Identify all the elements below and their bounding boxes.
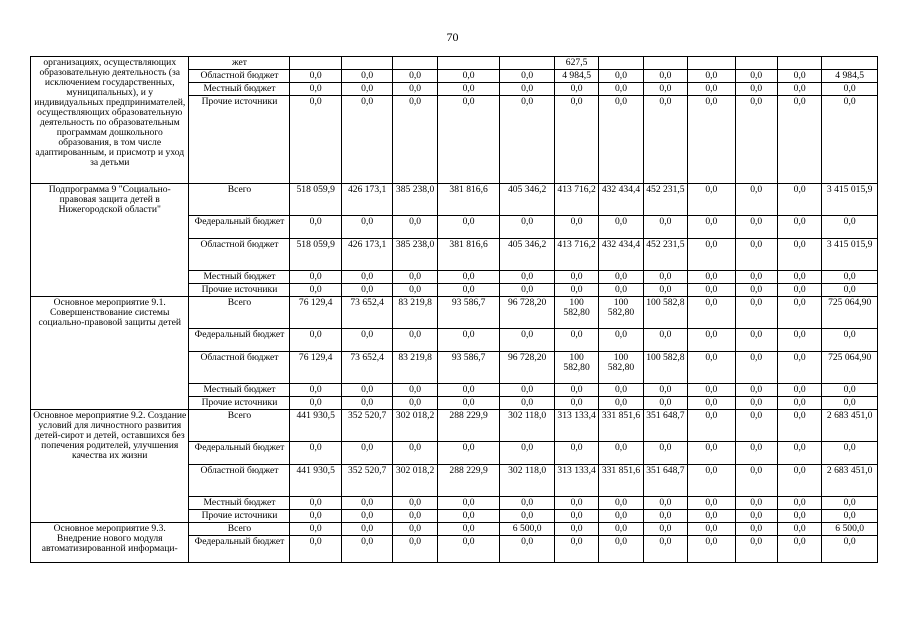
amount-cell: 0,0	[599, 70, 643, 83]
amount-cell: 0,0	[735, 297, 777, 329]
amount-cell: 0,0	[735, 536, 777, 563]
funding-source-cell: Всего	[189, 410, 290, 442]
amount-cell: 0,0	[290, 284, 341, 297]
amount-cell: 0,0	[341, 523, 392, 536]
amount-cell: 0,0	[500, 536, 555, 563]
amount-cell: 0,0	[500, 96, 555, 184]
amount-cell: 2 683 451,0	[822, 410, 878, 442]
amount-cell	[822, 57, 878, 70]
amount-cell: 0,0	[393, 96, 437, 184]
amount-cell: 725 064,90	[822, 297, 878, 329]
table-row	[31, 410, 878, 442]
amount-cell: 0,0	[735, 465, 777, 497]
amount-cell: 0,0	[393, 442, 437, 465]
amount-cell: 0,0	[822, 284, 878, 297]
amount-cell: 0,0	[822, 96, 878, 184]
amount-cell: 0,0	[393, 510, 437, 523]
amount-cell: 0,0	[437, 510, 500, 523]
amount-cell: 0,0	[437, 442, 500, 465]
amount-cell: 0,0	[599, 271, 643, 284]
funding-source-cell: Прочие источники	[189, 510, 290, 523]
amount-cell: 0,0	[554, 329, 598, 352]
amount-cell: 0,0	[777, 284, 821, 297]
amount-cell: 0,0	[437, 216, 500, 239]
amount-cell: 0,0	[688, 83, 735, 96]
amount-cell: 0,0	[777, 536, 821, 563]
amount-cell: 0,0	[554, 96, 598, 184]
measure-description-cell: Основное мероприятие 9.3. Внедрение нового модуля автоматизированной информаци-	[31, 523, 189, 563]
funding-source-cell: Областной бюджет	[189, 352, 290, 384]
amount-cell: 0,0	[554, 536, 598, 563]
amount-cell: 0,0	[643, 536, 687, 563]
amount-cell: 0,0	[777, 465, 821, 497]
amount-cell: 351 648,7	[643, 465, 687, 497]
amount-cell	[735, 57, 777, 70]
amount-cell: 3 415 015,9	[822, 239, 878, 271]
amount-cell: 0,0	[554, 523, 598, 536]
amount-cell: 0,0	[341, 329, 392, 352]
amount-cell: 0,0	[643, 96, 687, 184]
amount-cell: 381 816,6	[437, 184, 500, 216]
amount-cell: 426 173,1	[341, 239, 392, 271]
amount-cell: 0,0	[777, 442, 821, 465]
measure-description-cell: Основное мероприятие 9.1. Совершенствование системы социально-правовой защиты детей	[31, 297, 189, 410]
amount-cell: 0,0	[735, 70, 777, 83]
amount-cell: 0,0	[735, 284, 777, 297]
amount-cell: 96 728,20	[500, 352, 555, 384]
amount-cell: 0,0	[643, 442, 687, 465]
amount-cell: 3 415 015,9	[822, 184, 878, 216]
amount-cell: 302 118,0	[500, 465, 555, 497]
amount-cell: 405 346,2	[500, 184, 555, 216]
amount-cell	[393, 57, 437, 70]
amount-cell: 83 219,8	[393, 352, 437, 384]
amount-cell: 0,0	[735, 96, 777, 184]
amount-cell: 4 984,5	[822, 70, 878, 83]
amount-cell: 0,0	[822, 397, 878, 410]
amount-cell: 0,0	[822, 271, 878, 284]
amount-cell: 0,0	[393, 216, 437, 239]
amount-cell: 100 582,8	[643, 297, 687, 329]
amount-cell: 0,0	[290, 271, 341, 284]
amount-cell: 0,0	[393, 397, 437, 410]
amount-cell: 0,0	[290, 329, 341, 352]
amount-cell: 725 064,90	[822, 352, 878, 384]
amount-cell: 0,0	[341, 96, 392, 184]
amount-cell: 0,0	[554, 397, 598, 410]
amount-cell: 0,0	[500, 271, 555, 284]
amount-cell: 0,0	[688, 510, 735, 523]
amount-cell: 288 229,9	[437, 465, 500, 497]
amount-cell: 0,0	[500, 397, 555, 410]
amount-cell: 385 238,0	[393, 239, 437, 271]
amount-cell: 0,0	[554, 284, 598, 297]
amount-cell: 0,0	[777, 384, 821, 397]
amount-cell: 0,0	[290, 510, 341, 523]
amount-cell	[777, 57, 821, 70]
amount-cell: 0,0	[599, 497, 643, 510]
amount-cell: 0,0	[341, 510, 392, 523]
amount-cell: 0,0	[341, 83, 392, 96]
amount-cell: 302 118,0	[500, 410, 555, 442]
funding-source-cell: Прочие источники	[189, 284, 290, 297]
amount-cell: 0,0	[735, 523, 777, 536]
amount-cell: 0,0	[500, 83, 555, 96]
funding-source-cell: Прочие источники	[189, 96, 290, 184]
amount-cell: 0,0	[777, 523, 821, 536]
amount-cell: 385 238,0	[393, 184, 437, 216]
amount-cell: 0,0	[735, 352, 777, 384]
amount-cell: 0,0	[777, 271, 821, 284]
amount-cell	[688, 57, 735, 70]
amount-cell: 0,0	[735, 384, 777, 397]
amount-cell: 0,0	[290, 442, 341, 465]
amount-cell: 426 173,1	[341, 184, 392, 216]
amount-cell: 0,0	[688, 523, 735, 536]
amount-cell: 0,0	[599, 523, 643, 536]
amount-cell: 0,0	[393, 271, 437, 284]
table-row	[31, 523, 878, 536]
amount-cell: 0,0	[500, 284, 555, 297]
amount-cell: 0,0	[341, 216, 392, 239]
table-row	[31, 184, 878, 216]
funding-source-cell: Местный бюджет	[189, 497, 290, 510]
amount-cell: 0,0	[599, 442, 643, 465]
amount-cell: 0,0	[290, 70, 341, 83]
funding-source-cell: Прочие источники	[189, 397, 290, 410]
amount-cell: 0,0	[735, 329, 777, 352]
amount-cell: 76 129,4	[290, 297, 341, 329]
amount-cell: 302 018,2	[393, 410, 437, 442]
amount-cell: 0,0	[437, 271, 500, 284]
funding-source-cell: Всего	[189, 523, 290, 536]
amount-cell: 352 520,7	[341, 410, 392, 442]
amount-cell: 0,0	[643, 510, 687, 523]
amount-cell: 0,0	[341, 70, 392, 83]
amount-cell: 0,0	[437, 397, 500, 410]
amount-cell: 73 652,4	[341, 352, 392, 384]
amount-cell: 0,0	[341, 397, 392, 410]
amount-cell: 432 434,4	[599, 184, 643, 216]
amount-cell: 96 728,20	[500, 297, 555, 329]
amount-cell: 0,0	[290, 384, 341, 397]
amount-cell	[341, 57, 392, 70]
amount-cell: 0,0	[822, 216, 878, 239]
amount-cell: 0,0	[735, 410, 777, 442]
amount-cell: 0,0	[341, 536, 392, 563]
amount-cell: 0,0	[437, 523, 500, 536]
amount-cell: 0,0	[777, 352, 821, 384]
amount-cell: 0,0	[688, 536, 735, 563]
amount-cell: 0,0	[500, 442, 555, 465]
amount-cell: 0,0	[437, 70, 500, 83]
amount-cell: 0,0	[290, 397, 341, 410]
amount-cell: 0,0	[599, 536, 643, 563]
amount-cell: 313 133,4	[554, 410, 598, 442]
amount-cell: 627,5	[554, 57, 598, 70]
amount-cell: 0,0	[341, 497, 392, 510]
amount-cell: 0,0	[599, 216, 643, 239]
amount-cell: 0,0	[777, 83, 821, 96]
amount-cell: 4 984,5	[554, 70, 598, 83]
amount-cell: 0,0	[437, 83, 500, 96]
amount-cell: 518 059,9	[290, 239, 341, 271]
amount-cell: 0,0	[643, 70, 687, 83]
funding-source-cell: Областной бюджет	[189, 465, 290, 497]
amount-cell: 0,0	[822, 442, 878, 465]
amount-cell: 0,0	[599, 284, 643, 297]
amount-cell: 0,0	[688, 384, 735, 397]
amount-cell: 0,0	[688, 184, 735, 216]
amount-cell: 0,0	[688, 497, 735, 510]
amount-cell: 0,0	[822, 83, 878, 96]
amount-cell: 0,0	[688, 216, 735, 239]
amount-cell: 100 582,80	[599, 352, 643, 384]
amount-cell: 0,0	[643, 523, 687, 536]
amount-cell: 0,0	[643, 384, 687, 397]
amount-cell: 0,0	[735, 83, 777, 96]
amount-cell: 0,0	[554, 216, 598, 239]
amount-cell: 0,0	[777, 410, 821, 442]
amount-cell: 0,0	[290, 536, 341, 563]
funding-source-cell: Федеральный бюджет	[189, 216, 290, 239]
amount-cell: 0,0	[554, 442, 598, 465]
amount-cell: 76 129,4	[290, 352, 341, 384]
amount-cell: 0,0	[735, 239, 777, 271]
amount-cell: 0,0	[777, 329, 821, 352]
amount-cell: 0,0	[554, 510, 598, 523]
amount-cell: 405 346,2	[500, 239, 555, 271]
amount-cell: 0,0	[643, 83, 687, 96]
amount-cell: 0,0	[554, 271, 598, 284]
amount-cell: 100 582,80	[599, 297, 643, 329]
amount-cell	[290, 57, 341, 70]
page-number: 70	[446, 30, 459, 44]
amount-cell: 0,0	[554, 83, 598, 96]
amount-cell: 83 219,8	[393, 297, 437, 329]
amount-cell	[599, 57, 643, 70]
amount-cell: 0,0	[688, 397, 735, 410]
amount-cell: 441 930,5	[290, 465, 341, 497]
amount-cell: 413 716,2	[554, 184, 598, 216]
amount-cell: 0,0	[500, 384, 555, 397]
amount-cell: 100 582,80	[554, 297, 598, 329]
amount-cell: 0,0	[688, 465, 735, 497]
amount-cell: 0,0	[437, 284, 500, 297]
amount-cell: 0,0	[777, 397, 821, 410]
amount-cell: 0,0	[500, 216, 555, 239]
amount-cell: 0,0	[393, 497, 437, 510]
amount-cell: 0,0	[290, 83, 341, 96]
amount-cell: 0,0	[822, 384, 878, 397]
amount-cell: 0,0	[643, 271, 687, 284]
amount-cell: 0,0	[500, 510, 555, 523]
amount-cell: 0,0	[643, 329, 687, 352]
amount-cell: 0,0	[599, 510, 643, 523]
amount-cell: 0,0	[393, 384, 437, 397]
amount-cell: 0,0	[735, 271, 777, 284]
measure-description-cell: организациях, осуществляющих образовательную деятельность (за исключением государственных, муниципальных), и у индивидуальных предпринимателей, осуществляющих образовательную деятельность по образовательным программам дошкольного образования, в том числе адаптированным, и присмотр и уход за детьми	[31, 57, 189, 184]
amount-cell: 0,0	[500, 70, 555, 83]
amount-cell: 0,0	[437, 96, 500, 184]
amount-cell: 0,0	[290, 497, 341, 510]
amount-cell	[437, 57, 500, 70]
amount-cell: 0,0	[437, 536, 500, 563]
amount-cell: 0,0	[777, 239, 821, 271]
amount-cell: 0,0	[500, 329, 555, 352]
amount-cell: 0,0	[437, 384, 500, 397]
amount-cell: 0,0	[822, 510, 878, 523]
amount-cell: 0,0	[290, 523, 341, 536]
amount-cell: 0,0	[735, 497, 777, 510]
amount-cell: 0,0	[599, 384, 643, 397]
amount-cell: 0,0	[599, 397, 643, 410]
amount-cell: 0,0	[822, 329, 878, 352]
amount-cell: 452 231,5	[643, 184, 687, 216]
table-row	[31, 297, 878, 329]
funding-source-cell: Областной бюджет	[189, 239, 290, 271]
funding-source-cell: Областной бюджет	[189, 70, 290, 83]
amount-cell: 0,0	[290, 96, 341, 184]
amount-cell: 0,0	[735, 184, 777, 216]
amount-cell: 413 716,2	[554, 239, 598, 271]
amount-cell: 302 018,2	[393, 465, 437, 497]
funding-source-cell: Местный бюджет	[189, 271, 290, 284]
amount-cell: 0,0	[393, 536, 437, 563]
amount-cell: 0,0	[777, 497, 821, 510]
funding-source-cell: Федеральный бюджет	[189, 329, 290, 352]
amount-cell: 100 582,8	[643, 352, 687, 384]
amount-cell: 0,0	[822, 497, 878, 510]
amount-cell	[643, 57, 687, 70]
amount-cell: 452 231,5	[643, 239, 687, 271]
amount-cell: 73 652,4	[341, 297, 392, 329]
amount-cell: 0,0	[735, 216, 777, 239]
amount-cell: 0,0	[393, 284, 437, 297]
amount-cell: 0,0	[777, 70, 821, 83]
amount-cell: 6 500,0	[822, 523, 878, 536]
budget-table-body	[31, 57, 878, 563]
amount-cell: 0,0	[777, 216, 821, 239]
amount-cell: 0,0	[393, 523, 437, 536]
amount-cell: 0,0	[777, 184, 821, 216]
amount-cell: 0,0	[500, 497, 555, 510]
amount-cell: 0,0	[290, 216, 341, 239]
amount-cell: 0,0	[341, 384, 392, 397]
amount-cell: 0,0	[341, 284, 392, 297]
amount-cell: 0,0	[688, 410, 735, 442]
amount-cell: 518 059,9	[290, 184, 341, 216]
amount-cell: 2 683 451,0	[822, 465, 878, 497]
amount-cell	[500, 57, 555, 70]
funding-source-cell: Федеральный бюджет	[189, 536, 290, 563]
amount-cell: 352 520,7	[341, 465, 392, 497]
amount-cell: 0,0	[393, 70, 437, 83]
amount-cell: 0,0	[822, 536, 878, 563]
funding-source-cell: Местный бюджет	[189, 384, 290, 397]
funding-source-cell: Местный бюджет	[189, 83, 290, 96]
amount-cell: 441 930,5	[290, 410, 341, 442]
amount-cell: 0,0	[688, 352, 735, 384]
amount-cell: 0,0	[393, 329, 437, 352]
amount-cell: 0,0	[688, 271, 735, 284]
amount-cell: 0,0	[599, 329, 643, 352]
table-row	[31, 57, 878, 70]
amount-cell: 313 133,4	[554, 465, 598, 497]
amount-cell: 0,0	[341, 271, 392, 284]
amount-cell: 0,0	[688, 329, 735, 352]
measure-description-cell: Основное мероприятие 9.2. Создание условий для личностного развития детей-сирот и детей, оставшихся без попечения родителей, улучшения качества их жизни	[31, 410, 189, 523]
amount-cell: 351 648,7	[643, 410, 687, 442]
amount-cell: 288 229,9	[437, 410, 500, 442]
amount-cell: 93 586,7	[437, 352, 500, 384]
budget-table	[30, 56, 878, 563]
amount-cell: 0,0	[341, 442, 392, 465]
amount-cell: 0,0	[643, 216, 687, 239]
amount-cell: 0,0	[688, 96, 735, 184]
amount-cell: 0,0	[437, 329, 500, 352]
amount-cell: 331 851,6	[599, 410, 643, 442]
amount-cell: 0,0	[643, 284, 687, 297]
funding-source-cell: Всего	[189, 297, 290, 329]
amount-cell: 0,0	[437, 497, 500, 510]
amount-cell: 0,0	[688, 442, 735, 465]
amount-cell: 0,0	[554, 497, 598, 510]
amount-cell: 432 434,4	[599, 239, 643, 271]
amount-cell: 0,0	[643, 397, 687, 410]
amount-cell: 0,0	[688, 239, 735, 271]
amount-cell: 0,0	[777, 96, 821, 184]
amount-cell: 0,0	[735, 397, 777, 410]
amount-cell: 0,0	[777, 510, 821, 523]
amount-cell: 0,0	[688, 297, 735, 329]
amount-cell: 0,0	[777, 297, 821, 329]
amount-cell: 0,0	[393, 83, 437, 96]
funding-source-cell: жет	[189, 57, 290, 70]
amount-cell: 0,0	[599, 83, 643, 96]
funding-source-cell: Федеральный бюджет	[189, 442, 290, 465]
amount-cell: 100 582,80	[554, 352, 598, 384]
measure-description-cell: Подпрограмма 9 "Социально-правовая защита детей в Нижегородской области"	[31, 184, 189, 297]
amount-cell: 0,0	[643, 497, 687, 510]
amount-cell: 6 500,0	[500, 523, 555, 536]
amount-cell: 93 586,7	[437, 297, 500, 329]
amount-cell: 0,0	[735, 442, 777, 465]
amount-cell: 331 851,6	[599, 465, 643, 497]
amount-cell: 0,0	[688, 70, 735, 83]
amount-cell: 381 816,6	[437, 239, 500, 271]
amount-cell: 0,0	[688, 284, 735, 297]
amount-cell: 0,0	[599, 96, 643, 184]
funding-source-cell: Всего	[189, 184, 290, 216]
amount-cell: 0,0	[735, 510, 777, 523]
amount-cell: 0,0	[554, 384, 598, 397]
